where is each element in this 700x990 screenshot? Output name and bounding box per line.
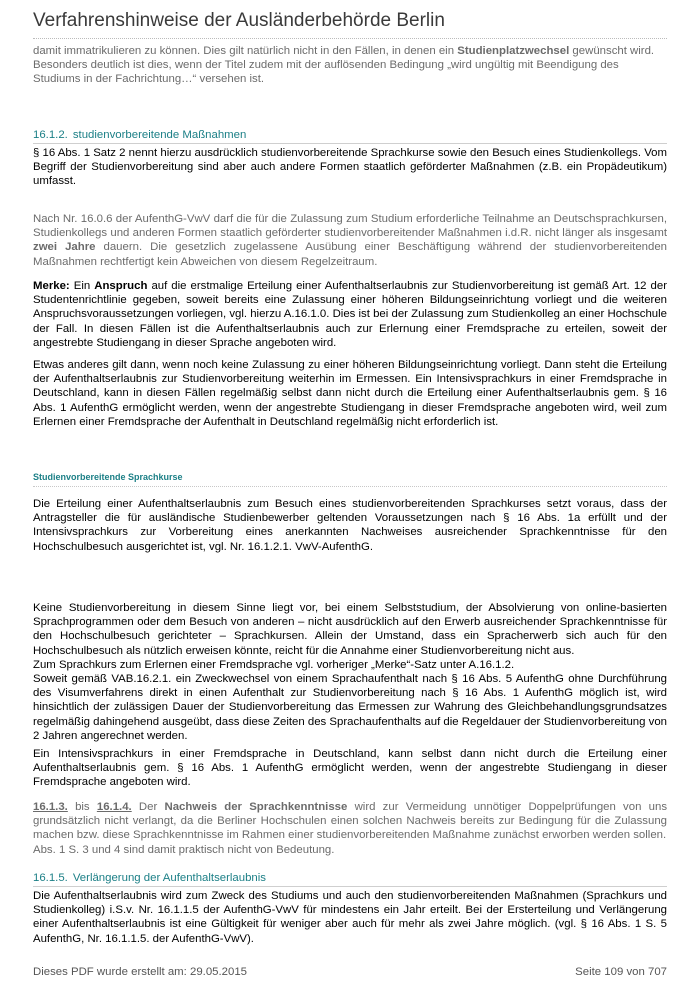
paragraph-sprachkurse-c: Ein Intensivsprachkurs in einer Fremdsprache in Deutschland, kann selbst dann nicht durch die Erteilung einer Aufenthaltserlaubnis gem. § 16 Abs. 1 AufenthG ermöglicht werden, wenn der angestrebte Studiengang in dieser Fremdsprache angeboten wird. (33, 748, 667, 789)
para2-text-a: Nach Nr. 16.0.6 der AufenthG-VwV darf die für die Zulassung zum Studium erforderliche Teilnahme an Deutschsprachkursen, Studienkollegs und anderen Formen staatlich geförderter studienvorbereitender Maßnahmen i.d.R. nicht länger als insgesamt (33, 213, 667, 240)
paragraph-16-1-5: Die Aufenthaltserlaubnis wird zum Zweck des Studiums und auch den studienvorbereitenden Maßnahmen (Sprachkurs und Studienkolleg) i.S.v. Nr. 16.1.1.5 der AufenthG-VwV für mindestens ein Jahr erteilt. Bei der Ersterteilung und Verlängerung einer Aufenthaltserlaubnis ist eine Gültigkeit für weniger aber auch für mehr als zwei Jahre möglich. (vgl. § 16 Abs. 1 S. 5 AufenthG, Nr. 16.1.1.5. der AufenthG-VwV). (33, 890, 667, 945)
range-bold: Nachweis der Sprachkenntnisse (164, 801, 348, 813)
section-title: Verlängerung der Aufenthaltserlaubnis (72, 872, 266, 884)
range-between: bis (67, 801, 97, 813)
ref-16-1-4-link[interactable]: 16.1.4. (96, 801, 132, 813)
section-number: 16.1.2. (33, 129, 68, 141)
document-title: Verfahrenshinweise der Ausländerbehörde Berlin (33, 10, 445, 31)
range-text-b: wird zur Vermeidung unnötiger Doppelprüfungen von uns grundsätzlich nicht verlangt, da die Berliner Hochschulen einen solchen Nachweis bereits zur Bedingung für die Zulassung machen bzw. diese Sprachkenntnisse im Rahmen einer studienvorbereitenden Maßnahme zunächst erworben werden sollen. (33, 801, 668, 842)
merke-paragraph (33, 279, 667, 350)
intro-text-2: gewünscht wird. Besonders deutlich ist dies, wenn der Titel zudem mit der auflösenden Bedingung „wird ungültig mit Beendigung des Studiums in der Fachrichtung…“ versehen ist. (33, 45, 655, 86)
range-note-line2: Abs. 1 S. 3 und 4 sind damit praktisch nicht von Bedeutung. (33, 843, 335, 856)
footer-created-date: Dieses PDF wurde erstellt am: 29.05.2015 (33, 966, 247, 978)
section-heading-16-1-5 (33, 872, 667, 887)
paragraph-sprachkurse-a: Die Erteilung einer Aufenthaltserlaubnis zum Besuch eines studienvorbereitenden Sprachkurses setzt voraus, dass der Antragsteller die für ausländische Studienbewerber geltenden Voraussetzungen nach § 16 Abs. 1a erfüllt und der Intensivsprachkurs zur Vorbereitung eines anerkannten Nachweises ausreichender Sprachkenntnisse für den Hochschulbesuch ausgerichtet ist, vgl. Nr. 16.1.2.1. VwV-AufenthG. (33, 498, 667, 553)
ref-16-1-3-link[interactable]: 16.1.3. (33, 801, 68, 813)
paragraph-16-1-2-a: § 16 Abs. 1 Satz 2 nennt hierzu ausdrücklich studienvorbereitende Sprachkurse sowie den Besuch eines Studienkollegs. Vom Begriff der Studienvorbereitung sind aber auch andere Formen staatlich geförderter Maßnahmen (z.B. ein Propädeutikum) umfasst. (33, 147, 667, 188)
para2-text-b: dauern. Die gesetzlich zugelassene Ausübung einer Beschäftigung während der studienvorbereitenden Maßnahmen rechtfertigt kein Abweichen von diesem Regelzeitraum. (33, 241, 667, 268)
para2-bold: zwei Jahre (33, 241, 96, 254)
range-text-a: Der (131, 801, 165, 813)
subsection-heading-sprachkurse (33, 472, 667, 487)
footer-page-number: Seite 109 von 707 (575, 966, 667, 978)
section-title: studienvorbereitende Maßnahmen (72, 129, 247, 141)
merke-text-a: Ein (69, 280, 95, 292)
merke-label: Merke: (33, 280, 70, 292)
para-merke-reference: Zum Sprachkurs zum Erlernen einer Fremdsprache vgl. vorheriger „Merke“-Satz unter A.16.1.2. (33, 658, 515, 671)
paragraph-16-1-2-c: Etwas anderes gilt dann, wenn noch keine Zulassung zu einer höheren Bildungseinrichtung vorliegt. Dann steht die Erteilung der Aufenthaltserlaubnis zur Studienvorbereitung weiterhin im Ermessen. Ein Intensivsprachkurs in einer Fremdsprache in Deutschland, kann in diesen Fällen regelmäßig selbst dann nicht durch die Erteilung einer Aufenthaltserlaubnis gem. § 16 Abs. 1 AufenthG ermöglicht werden, wenn der angestrebte Studiengang in dieser Fremdsprache angeboten wird, weil zum Erlernen einer Fremdsprache der Aufenthalt in Deutschland regelmäßig nicht erforderlich ist. (33, 359, 667, 428)
range-note (33, 800, 667, 857)
subsection-title: Studienvorbereitende Sprachkurse (33, 472, 183, 482)
paragraph-sprachkurse-b (33, 601, 667, 743)
intro-text-1: damit immatrikulieren zu können. Dies gilt natürlich nicht in den Fällen, in denen ein (33, 45, 458, 57)
paragraph-16-1-2-b (33, 212, 667, 269)
section-number: 16.1.5. (33, 872, 68, 884)
merke-bold: Anspruch (94, 280, 148, 292)
section-heading-16-1-2 (33, 129, 667, 144)
merke-text-b: auf die erstmalige Erteilung einer Aufenthaltserlaubnis zur Studienvorbereitung ist gemäß Art. 12 der Studentenrichtlinie gegeben, soweit bereits eine Zulassung einer höheren Bildungseinrichtung vorliegt und die weiteren Anspruchsvoraussetzungen vorliegen, vgl. hierzu A.16.1.0. Dies ist bei der Zulassung zum Studienkolleg an einer Hochschule der Fall. In diesen Fällen ist die Aufenthaltserlaubnis auch zur Erlernung einer Fremdsprache zu erteilen, soweit der angestrebte Studiengang in dieser Sprache angeboten wird. (33, 280, 668, 349)
range-note-main (33, 800, 667, 843)
document-header (33, 10, 667, 39)
intro-paragraph (33, 44, 667, 87)
para-selbststudium: Keine Studienvorbereitung in diesem Sinne liegt vor, bei einem Selbststudium, der Absolvierung von online-basierten Sprachprogrammen oder dem Besuch von anderen – nicht ausdrücklich auf den Erwerb ausreichender Sprachkenntnisse für den Hochschulbesuch gerichteter – Sprachkursen. Allein der Umstand, dass ein Spracherwerb sich auch für den Hochschulbesuch als nützlich erweisen könnte, reicht für die Annahme einer Studienvorbereitung nicht aus. (33, 602, 667, 657)
para-zweckwechsel: Soweit gemäß VAB.16.2.1. ein Zweckwechsel von einem Sprachaufenthalt nach § 16 Abs. 5 AufenthG ohne Durchführung des Visumverfahrens direkt in einen Aufenthalt zur Studienvorbereitung nach § 16 Abs. 1 AufenthG möglich ist, wird hinsichtlich der zulässigen Dauer der Studienvorbereitung das Ermessen zur Wahrung des Gleichbehandlungsgrundsatzes regelmäßig dahingehend ausgeübt, dass diese Zeiten des Sprachaufenthalts auf die Regeldauer der Studienvorbereitung von 2 Jahren angerechnet werden. (33, 673, 667, 742)
intro-bold: Studienplatzwechsel (457, 45, 570, 57)
